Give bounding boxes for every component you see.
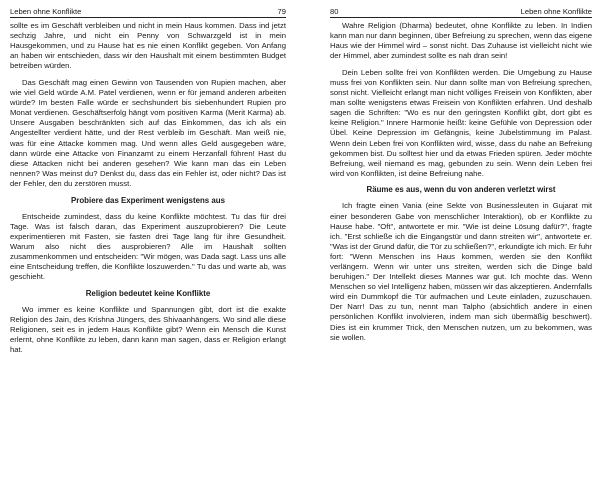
- right-paragraph: Ich fragte einen Vania (eine Sekte von Businessleuten in Gujarat mit einer besonderen Gabe von menschlicher Interaktion), ob er Konflikte zu Hause habe. "Oft", antwortete er mir. "Wie ist deine Lösung dafür?", fragte ich. "Erst schließe ich die Eingangstür und dann streiten wir", antwortete er. "Was ist der Grund dafür, die Tür zu schließen?", erkundigte ich mich. Er fuhr fort: "Wenn Menschen ins Haus kommen, werden sie den Konflikt verlängern. Wenn wir unter uns streiten, werden sich die Dinge bald beruhigen." Der Intellekt dieses Mannes war gut. Ich mochte das. Wenn Menschen so viel Intelligenz haben, müssen wir das akzeptieren. Andernfalls wird ein Dummkopf die Tür aufmachen und Leute einladen, zuzuschauen. Der Narr! Das zu tun, nennt man Talpho (absichtlich andere in einen persönlichen Konflikt involvieren, indem man sich übermäßig beschwert). Dies ist ein krummer Trick, den Menschen nutzen, um zu bekommen, was sie wollen.: [330, 201, 592, 342]
- right-page-body: [330, 21, 592, 349]
- left-paragraph: sollte es im Geschäft verbleiben und nicht in mein Haus kommen. Dass ind jetzt sechzig Jahre, und nicht ein Penny von Schwarzgeld ist in mein Hausgekommen, und zu Hause hat es nie einen Konflikt gegeben. Von Anfang an haben wir entschieden, dass wir den Haushalt mit einem bestimmten Budget betreiben würden.: [10, 21, 286, 71]
- right-page-number: 80: [330, 7, 339, 16]
- right-header-title: Leben ohne Konflikte: [520, 7, 592, 16]
- left-paragraph: Wo immer es keine Konflikte und Spannungen gibt, dort ist die exakte Religion des Jain, des Krishna Jüngers, des Shivaanhängers. Wo sind alle diese Religionen, seit es in jedem Haus Konflikte gibt? Wenn ein Mensch die Kunst erlernt, ohne Konflikte zu leben, dann kann man sagen, dass er Religion erlangt hat.: [10, 304, 286, 355]
- left-header-title: Leben ohne Konflikte: [10, 7, 82, 16]
- left-paragraph: Das Geschäft mag einen Gewinn von Tausenden von Rupien machen, aber wie viel Geld würde A.M. Patel verdienen, wenn er für jemand anderen arbeiten würde? Im besten Falle würde er sechshundert bis siebenhundert Rupien pro Monat verdienen. Geschäftserfolg hängt vom positiven Karma (Merit Karma) ab. Unsere Ausgaben beschränkten sich auf das Einkommen, das ich als ein Angestellter verdient hätte, und der Rest verbleib im Geschäft. Man weiß nie, was für eine Attacke kommen mag. Und wenn alles Geld ausgegeben wäre, dann würde eine Attacke von Finanzamt zu einem Herzanfall führen! Hast du diese Attacken nicht bei anderen gesehen? Wie kann man das ein Leben nennen? Was meinst du? Denkst du, dass das ein Fehler ist, oder nicht? Das ist der Fehler, den du zerstören musst.: [10, 77, 286, 188]
- right-header-rule: [330, 17, 592, 18]
- right-section-heading: Räume es aus, wenn du von anderen verletzt wirst: [366, 185, 556, 195]
- right-paragraph: Dein Leben sollte frei von Konflikten werden. Die Umgebung zu Hause muss frei von Konflikten sein. Nur dann sollte man von Befreiung sprechen, sonst nicht. Vielleicht erlangt man nicht völliges Freisein von Konflikten, aber man sollte wenigstens etwas Freisein von Konflikten erfahren. Und deshalb sagen die Schriften: "Wo es nur den geringsten Konflikt gibt, dort gibt es keine Religion." Innere Harmonie heißt: keine Gefühle von Depression oder Übel. Keine Depression im Gefängnis, keine Jubelstimmung im Palast. Wenn dein Leben frei von Konflikten wird, wisse, dass du nahe an Befreiung gekommen bist. Du solltest hier und da etwas Frieden spüren. Jeder möchte Befreiung, weil niemand es mag, gebunden zu sein. Wenn dein Leben frei wird von Konflikten, ist deine Befreiung nahe.: [330, 67, 592, 178]
- left-section-heading: Religion bedeutet keine Konflikte: [85, 288, 211, 298]
- left-paragraph: Entscheide zumindest, dass du keine Konflikte möchtest. Tu das für drei Tage. Was ist falsch daran, das Experiment auszuprobieren? Die Leute experimentieren mit Fasten, sie fasten drei Tage lang für ihre Gesundheit. Warum also nicht dies ausprobieren? Alle im Haushalt sollten zusammenkommen und entscheiden: "Wir mögen, was Dada sagt. Lass uns alle eine Entscheidung treffen, die Konflikte loszuwerden." Tu das und warte ab, was geschieht.: [10, 211, 286, 282]
- left-header-rule: [10, 17, 286, 18]
- left-page-number: 79: [277, 7, 286, 16]
- left-page-body: [10, 21, 286, 362]
- right-page: [330, 0, 592, 484]
- left-page: [10, 0, 286, 484]
- right-paragraph: Wahre Religion (Dharma) bedeutet, ohne Konflikte zu leben. In Indien kann man nur dann beginnen, über Befreiung zu sprechen, wenn das eigene Haus wie der Himmel wird – sonst nicht. Das Zuhause ist vielleicht nicht wie der Himmel, aber zumindest sollte es nah dran sein!: [330, 21, 592, 61]
- left-section-heading: Probiere das Experiment wenigstens aus: [71, 195, 225, 205]
